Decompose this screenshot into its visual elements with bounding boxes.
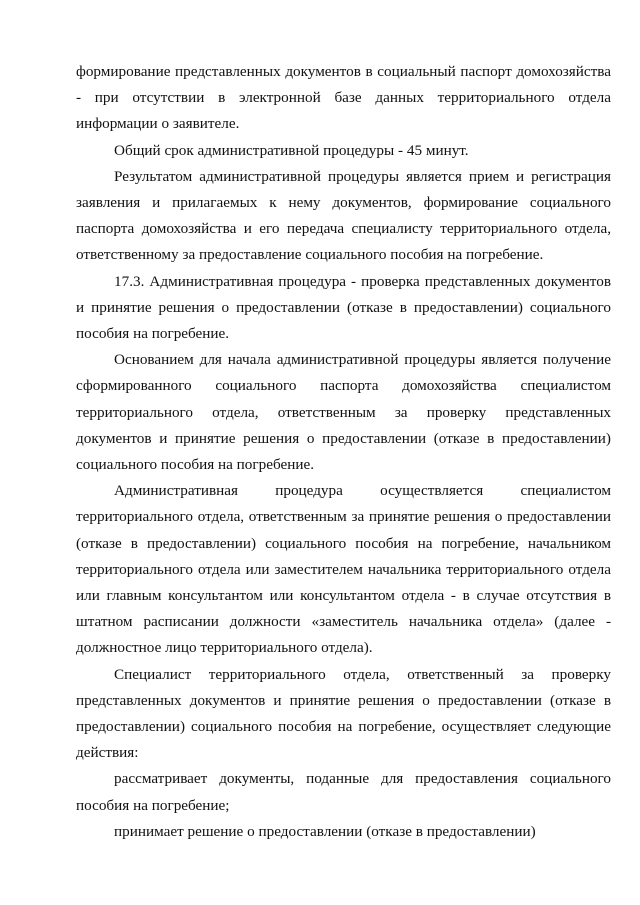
paragraph: формирование представленных документов в социальный паспорт домохозяйства - при отсутствии в электронной базе данных территориального отдела информации о заявителе. bbox=[76, 63, 611, 133]
document-page bbox=[76, 59, 611, 845]
paragraph: принимает решение о предоставлении (отказе в предоставлении) bbox=[114, 822, 536, 840]
paragraph: Основанием для начала административной процедуры является получение сформированного социального паспорта домохозяйства специалистом территориального отдела, ответственным за проверку представленных документов и принятие решения о предоставлении (отказе в предоставлении) социального пособия на погребение. bbox=[76, 351, 611, 474]
paragraph: Результатом административной процедуры является прием и регистрация заявления и прилагаемых к нему документов, формирование социального паспорта домохозяйства и его передача специалисту территориального отдела, ответственному за предоставление социального пособия на погребение. bbox=[76, 167, 611, 264]
paragraph-section-heading: 17.3. Административная процедура - проверка представленных документов и принятие решения о предоставлении (отказе в предоставлении) социального пособия на погребение. bbox=[76, 272, 611, 343]
paragraph: рассматривает документы, поданные для предоставления социального пособия на погребение; bbox=[76, 770, 611, 814]
paragraph: Специалист территориального отдела, ответственный за проверку представленных документов и принятие решения о предоставлении (отказе в предоставлении) социального пособия на погребение, осуществляет следующие действия: bbox=[76, 665, 611, 762]
paragraph: Общий срок административной процедуры - 45 минут. bbox=[114, 141, 469, 159]
paragraph: Административная процедура осуществляется специалистом территориального отдела, ответственным за принятие решения о предоставлении (отказе в предоставлении) социального пособия на погребение, начальником территориального отдела или заместителем начальника территориального отдела или главным консультантом или консультантом отдела - в случае отсутствия в штатном расписании должности «заместитель начальника отдела» (далее - должностное лицо территориального отдела). bbox=[76, 482, 611, 657]
